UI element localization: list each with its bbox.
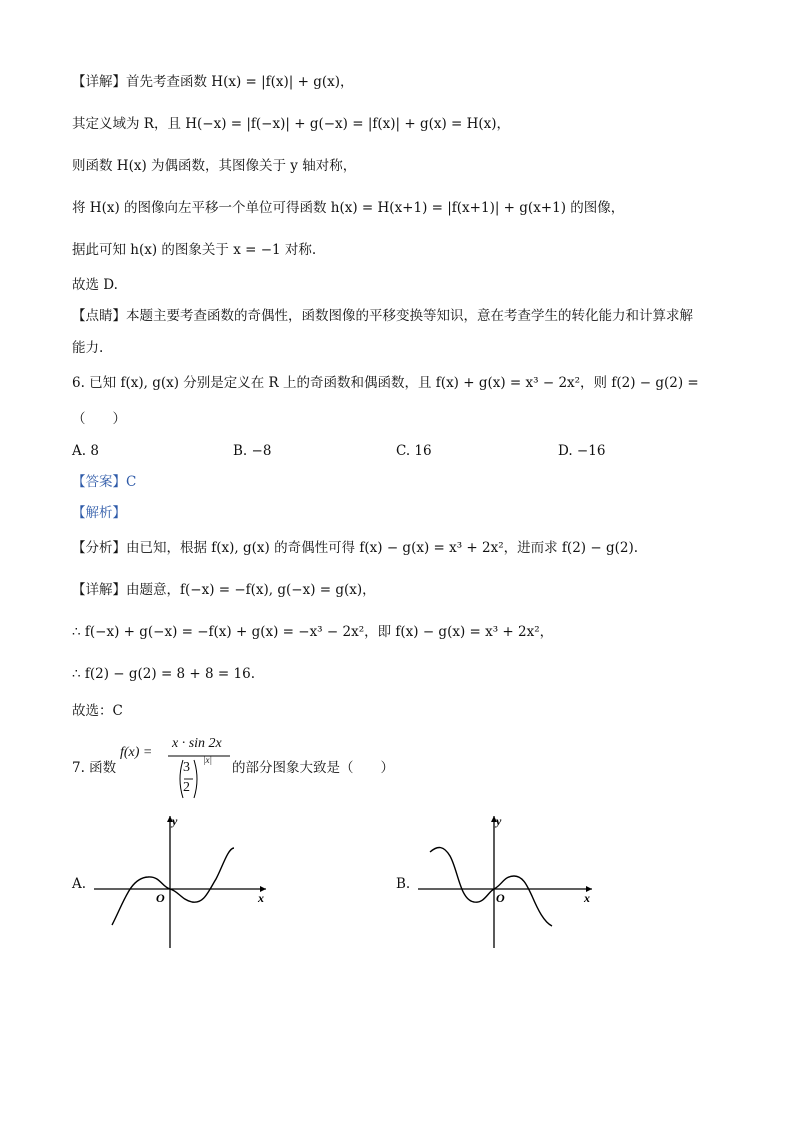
formula-base-denominator: 2 [183,780,190,795]
graph-b-x-label: x [584,891,590,905]
answer-line: 【答案】C [72,474,137,490]
graph-a-origin: O [156,891,165,905]
question-7-prefix: 7. 函数 [72,760,117,776]
formula-lhs: f(x) = [120,745,153,760]
graph-b-label: B. [396,876,411,892]
detail-line-4: 将 H(x) 的图像向左平移一个单位可得函数 h(x) = H(x+1) = |f(x+1)| + g(x+1) 的图像， [72,200,625,216]
graph-b-y-label: y [496,814,502,828]
question-7-suffix: 的部分图象大致是（ ） [232,760,394,776]
detail-line-5: 据此可知 h(x) 的图象关于 x = −1 对称. [72,242,317,258]
option-b: B. −8 [233,443,272,459]
formula-numerator: x · sin 2x [172,736,222,751]
graph-a [90,812,280,952]
solution-line-2: ∴ f(−x) + g(−x) = −f(x) + g(x) = −x³ − 2x²，即 f(x) − g(x) = x³ + 2x²， [72,624,554,640]
formula-base-numerator: 3 [183,760,190,775]
graph-b-curve [430,847,552,926]
graph-b [414,812,604,952]
graph-b-origin: O [496,891,505,905]
detail-line-1: 【详解】首先考查函数 H(x) = |f(x)| + g(x)， [72,74,354,90]
choose-line-6: 故选：C [72,703,123,719]
formula-exponent: |x| [203,755,212,765]
solution-line-1: 【详解】由题意，f(−x) = −f(x), g(−x) = g(x)， [72,582,376,598]
option-a: A. 8 [72,443,99,459]
detail-line-3: 则函数 H(x) 为偶函数，其图像关于 y 轴对称， [72,158,357,174]
question-6-blank: （ ） [72,411,126,427]
fraction-bar [168,755,232,757]
question-6: 6. 已知 f(x), g(x) 分别是定义在 R 上的奇函数和偶函数，且 f(x) + g(x) = x³ − 2x²，则 f(2) − g(2) = [72,375,699,391]
option-d: D. −16 [558,443,606,459]
choose-line: 故选 D. [72,277,118,293]
graph-a-label: A. [72,876,87,892]
comment-line-2: 能力. [72,340,104,356]
analysis-heading: 【解析】 [72,505,126,521]
comment-line-1: 【点睛】本题主要考查函数的奇偶性，函数图像的平移变换等知识，意在考查学生的转化能力和计算求解 [72,308,693,324]
detail-line-2: 其定义域为 R，且 H(−x) = |f(−x)| + g(−x) = |f(x)| + g(x) = H(x)， [72,116,511,132]
graph-a-x-label: x [258,891,264,905]
graph-a-curve [112,848,234,925]
graph-a-y-label: y [172,814,178,828]
option-c: C. 16 [396,443,432,459]
solution-line-3: ∴ f(2) − g(2) = 8 + 8 = 16. [72,666,255,682]
analysis-line: 【分析】由已知，根据 f(x), g(x) 的奇偶性可得 f(x) − g(x) = x³ + 2x²，进而求 f(2) − g(2). [72,540,639,556]
